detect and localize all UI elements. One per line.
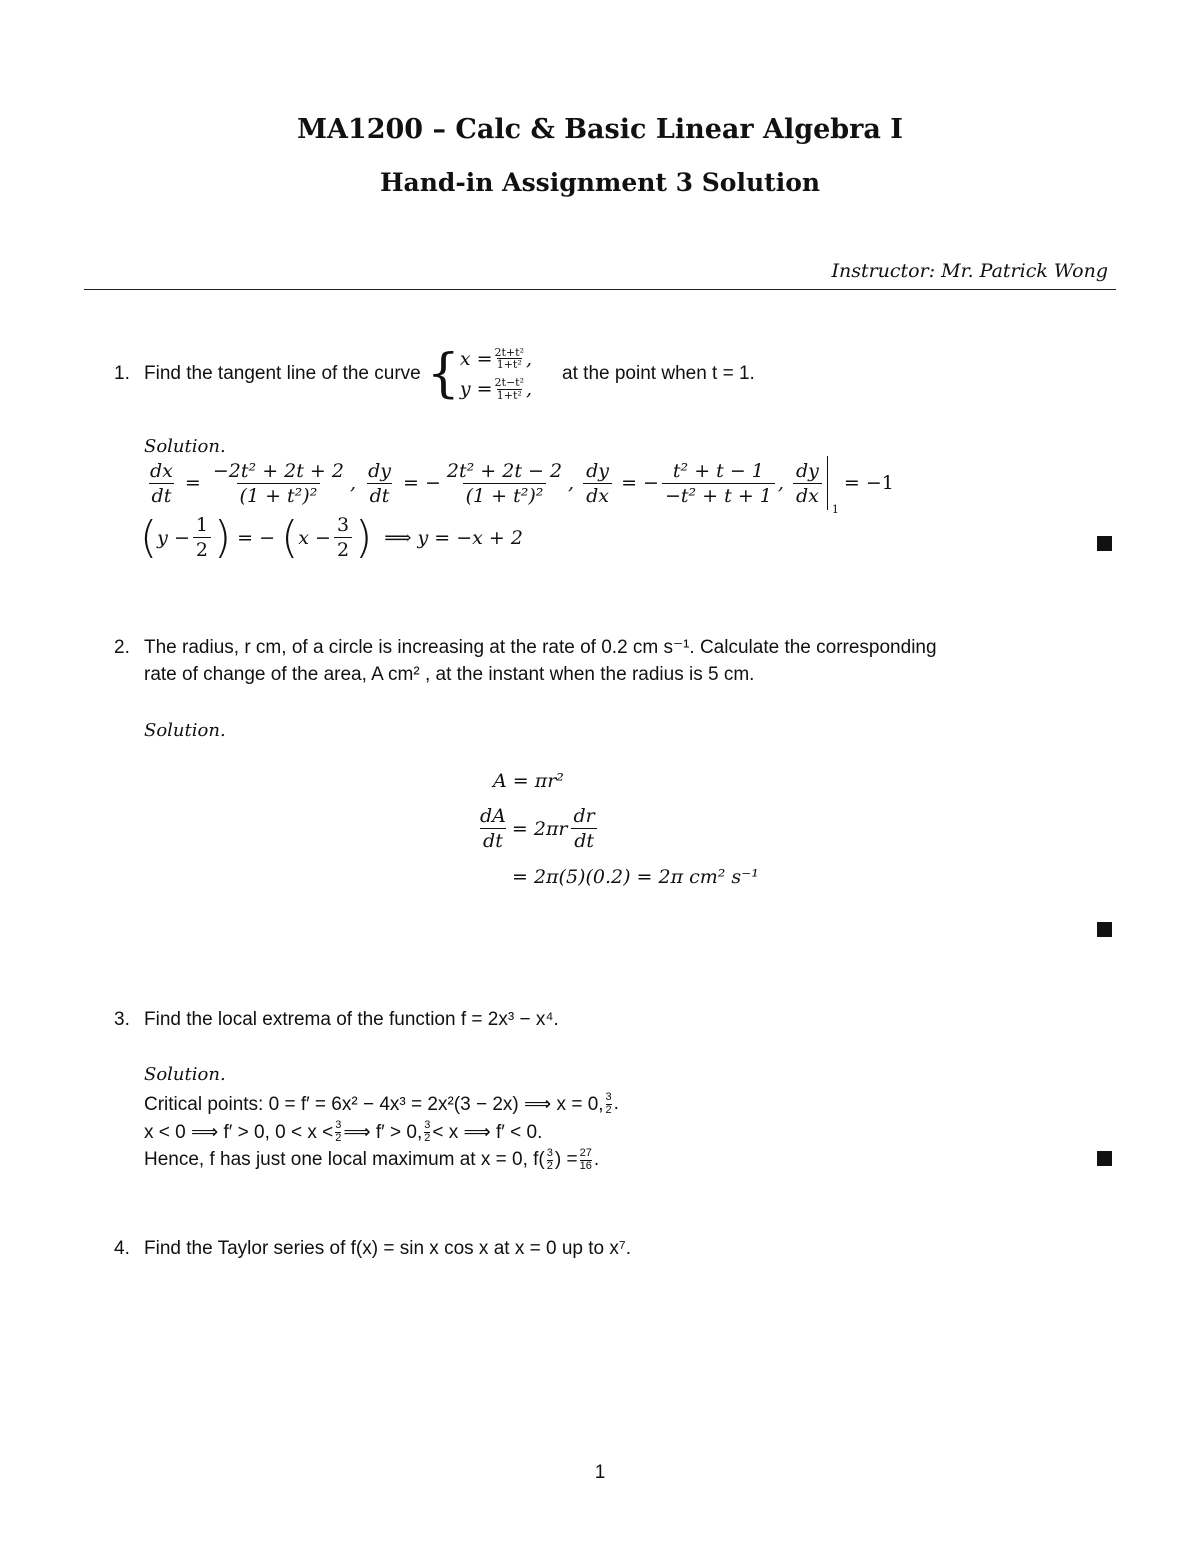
dydt-numerator: 2t² + 2t − 2 [446, 459, 563, 482]
question-1 [114, 336, 755, 412]
header-rule [84, 289, 1116, 290]
qed-square-2 [1097, 922, 1112, 937]
conclusion-equals: ) = [554, 1149, 578, 1170]
page-number: 1 [594, 1462, 606, 1483]
question-3-text: Find the local extrema of the function f = 2x³ − x⁴. [144, 1009, 559, 1030]
x-den: 1+t² [496, 358, 522, 372]
y-num: 2t−t² [494, 376, 524, 389]
one-half: $\frac{1}{2}$ [193, 514, 211, 561]
dy-dx-frac: $\frac{dy}{dx}$ [583, 460, 612, 507]
parametric-system [460, 347, 532, 401]
x-equation: x = $\frac{\text{2t+t²}}{\text{1+t²}}$ , [459, 345, 533, 372]
question-4 [114, 1238, 631, 1260]
sign-analysis-3: < x ⟹ f′ < 0. [432, 1121, 543, 1143]
left-paren-2: ( [281, 511, 299, 563]
dx-dt-frac: $\frac{dx}{dt}$ [150, 459, 173, 507]
y-fraction [495, 377, 524, 401]
area-formula: A = πr² [493, 770, 564, 792]
solution-3-label: Solution. [144, 1064, 226, 1085]
question-3 [114, 1009, 559, 1031]
max-den: 16 [579, 1159, 592, 1172]
question-1-text: Find the tangent line of the curve [144, 363, 421, 384]
three-halves-small-3 [424, 1120, 430, 1144]
conclusion-text: Hence, f has just one local maximum at x = 0, f( [144, 1149, 545, 1170]
qed-square-1 [1097, 536, 1112, 551]
sfrac-den-3: 2 [424, 1131, 431, 1144]
document-title: MA1200 – Calc & Basic Linear Algebra I [297, 114, 903, 145]
qed-square-3 [1097, 1151, 1112, 1166]
right-paren: ) [213, 511, 232, 563]
solution-3-line-1: Critical points: 0 = f′ = 6x² − 4x³ = 2x²(3 − 2x) ⟹ x = 0, $\frac{3}{2}$ . [144, 1090, 619, 1116]
question-2-line-2: rate of change of the area, A cm² , at the instant when the radius is 5 cm. [144, 664, 755, 685]
area-derivative [474, 805, 601, 852]
tangent-line-result: ⟹ y = −x + 2 [384, 526, 523, 549]
solution-1-derivatives: $\frac{dx}{dt}$ = $\frac{\text{−2t² + 2t + 2}}{\text{(1 + t²)²}}$ , $\frac{dy}{dt}$ = − $\frac{\text{2t² + 2t − 2}}{\text{(1 + t²)²}}$ , $\frac{dy}{dx}$ = − $\frac{\text{t² + t − 1}}{\text{−t² + t + 1}}$ , $\frac{dy}{dx}$ 1 = −1 [144, 456, 894, 510]
dy-dx-value [662, 460, 775, 507]
sfrac-num: 3 [605, 1090, 612, 1103]
dxdt-denominator: (1 + t²)² [237, 483, 321, 507]
question-2-number: 2. [114, 637, 130, 658]
max-num: 27 [579, 1146, 592, 1159]
dA-dt-frac: $\frac{dA}{dt}$ [480, 805, 506, 852]
solution-3-line-2 [144, 1118, 542, 1146]
dydx-numerator: t² + t − 1 [672, 459, 764, 482]
evaluation-result: = −1 [843, 472, 894, 494]
question-3-number: 3. [114, 1009, 130, 1030]
right-paren-2: ) [355, 511, 373, 563]
question-1-number: 1. [114, 363, 130, 384]
evaluation-subscript: 1 [831, 503, 839, 516]
three-halves-small-4 [547, 1148, 553, 1172]
dr-dt-frac: $\frac{dr}{dt}$ [571, 805, 598, 852]
dxdt-numerator: −2t² + 2t + 2 [212, 459, 344, 482]
question-4-number: 4. [114, 1238, 130, 1259]
dy-dx-eval: $\frac{dy}{dx}$ [793, 460, 822, 507]
question-1-text-after: at the point when t = 1. [562, 363, 755, 384]
sfrac-den-2: 2 [335, 1131, 342, 1144]
solution-1-tangent-line: ( y − $\frac{1}{2}$ ) = − ( x − $\frac{3}{2}$ ) ⟹ y = −x + 2 [140, 511, 523, 563]
instructor-line: Instructor: Mr. Patrick Wong [831, 260, 1108, 282]
area-rate-result: = 2π(5)(0.2) = 2π cm² s⁻¹ [512, 866, 759, 888]
dx-dt-value [210, 460, 347, 507]
solution-1-label: Solution. [144, 436, 226, 457]
question-4-text: Find the Taylor series of f(x) = sin x cos x at x = 0 up to x⁷. [144, 1238, 632, 1259]
solution-2-label: Solution. [144, 720, 226, 741]
dy-dt-value [444, 460, 565, 507]
question-2-text-1: The radius, r cm, of a circle is increasing at the rate of 0.2 cm s⁻¹. Calculate the corresponding [144, 637, 937, 658]
three-halves: $\frac{3}{2}$ [334, 514, 352, 561]
x-fraction [495, 347, 524, 371]
left-paren: ( [140, 511, 158, 563]
sfrac-den-4: 2 [546, 1159, 553, 1172]
y-den: 1+t² [496, 388, 522, 402]
sign-analysis-1: x < 0 ⟹ f′ > 0, 0 < x < [144, 1121, 334, 1143]
document-subtitle: Hand-in Assignment 3 Solution [379, 168, 821, 197]
y-equation: y = $\frac{\text{2t−t²}}{\text{1+t²}}$ , [459, 376, 533, 402]
solution-3-line-3: Hence, f has just one local maximum at x = 0, f( $\frac{3}{2}$ ) = $\frac{27}{16}$ . [144, 1146, 600, 1172]
evaluation-bar [827, 456, 839, 516]
x-eq-label: x = [459, 347, 493, 370]
sign-analysis-2: ⟹ f′ > 0, [343, 1121, 423, 1143]
three-halves-small [606, 1092, 612, 1116]
sfrac-num-2: 3 [335, 1118, 342, 1131]
sfrac-den: 2 [605, 1103, 612, 1116]
dydx-denominator: −t² + t + 1 [662, 483, 775, 507]
x-num: 2t+t² [494, 345, 524, 359]
dy-dt-frac: $\frac{dy}{dt}$ [368, 459, 391, 507]
dydt-denominator: (1 + t²)² [463, 483, 547, 507]
max-value-fraction [580, 1148, 592, 1172]
area-derivative-rhs: = 2πr [511, 817, 568, 840]
three-halves-small-2 [335, 1120, 341, 1144]
y-eq-label: y = [459, 378, 493, 401]
sfrac-num-4: 3 [546, 1146, 553, 1159]
curly-brace: { [426, 344, 460, 404]
question-2-line-1 [114, 636, 937, 659]
critical-points-text: Critical points: 0 = f′ = 6x² − 4x³ = 2x²(3 − 2x) ⟹ x = 0, [144, 1093, 604, 1115]
sfrac-num-3: 3 [424, 1118, 431, 1131]
